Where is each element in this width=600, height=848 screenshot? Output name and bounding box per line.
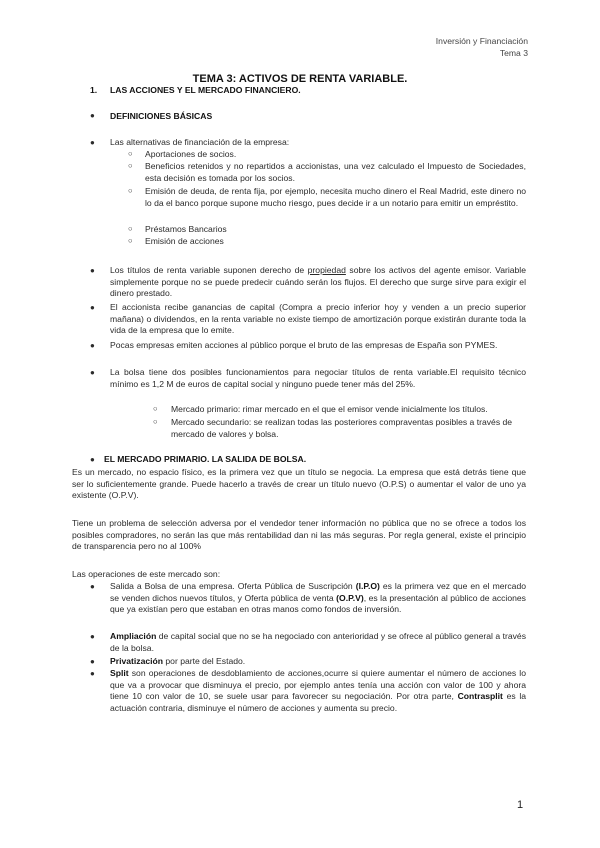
- propiedad-underlined: propiedad: [307, 265, 346, 275]
- salida-text-end: , es la presentación al público de acciones que ya existían pero que estaban en otras manos como fondos de inversión.: [110, 592, 526, 615]
- circle-bullet-icon: ○: [128, 149, 133, 158]
- ampliacion-text: de capital social que no se ha negociado con anterioridad y se ofrece al público general a través de la bolsa.: [110, 631, 526, 653]
- opv-bold: (O.P.V): [336, 592, 364, 603]
- pocas-paragraph: Pocas empresas emiten acciones al público porque el bruto de las empresas de España son PYMES.: [110, 340, 498, 350]
- paragraph-operaciones: Las operaciones de este mercado son:: [72, 569, 221, 579]
- page-number: 1: [517, 799, 524, 811]
- bullet-icon: ●: [90, 341, 95, 350]
- titulos-text-end: sobre los activos del agente emisor. Variable simplemente porque no se puede predecir cuándo serán los flujos. El derecho que surge sirve para exigir el dinero prestado.: [110, 265, 526, 299]
- privatizacion-text: por parte del Estado.: [163, 656, 246, 666]
- paragraph-mercado: Es un mercado, no espacio físico, es la primera vez que un título se negocia. La empresa que está detrás tiene que ser lo suficientemente grande. Puede hacerlo a través de crear un título nuevo (O.P.S) o aumentar el valor de uno ya existente (O.P.V).: [72, 467, 526, 501]
- ipo-bold: (I.P.O): [355, 581, 380, 591]
- alternativa-item: Préstamos Bancarios: [145, 224, 227, 234]
- alternativa-item: Aportaciones de socios.: [145, 149, 237, 159]
- circle-bullet-icon: ○: [153, 404, 158, 413]
- ampliacion-paragraph: [110, 631, 526, 654]
- circle-bullet-icon: ○: [128, 224, 133, 233]
- salida-text: Salida a Bolsa de una empresa. Oferta Pública de Suscripción: [110, 581, 356, 591]
- circle-bullet-icon: ○: [128, 161, 133, 170]
- mercado-primario-item: Mercado primario: rimar mercado en el que el emisor vende inicialmente los títulos.: [171, 404, 488, 414]
- alternativa-item: Beneficios retenidos y no repartidos a accionistas, una vez calculado el Impuesto de Sociedades, esta decisión es tomada por los socios.: [145, 161, 526, 183]
- contrasplit-bold: Contrasplit: [457, 691, 503, 702]
- bullet-icon: ●: [90, 303, 95, 312]
- section-number: 1.: [90, 85, 98, 95]
- section-heading: LAS ACCIONES Y EL MERCADO FINANCIERO.: [110, 85, 301, 95]
- header-topic: Tema 3: [499, 48, 528, 58]
- bullet-icon: ●: [90, 266, 95, 275]
- alternativas-intro: Las alternativas de financiación de la empresa:: [110, 137, 290, 147]
- contrasplit-text: es la actuación contraria, disminuye el número de acciones y aumenta su precio.: [110, 691, 527, 713]
- circle-bullet-icon: ○: [153, 417, 158, 426]
- accionista-paragraph: El accionista recibe ganancias de capital (Compra a precio inferior hoy y venden a un precio superior mañana) o dividendos, en la renta variable no existe tiempo de amortización porque existirán durante toda la vida de la empresa que lo emite.: [110, 302, 526, 336]
- bolsa-paragraph: La bolsa tiene dos posibles funcionamientos para negociar títulos de renta variable.El requisito técnico mínimo es 1,2 M de euros de capital social y ninguno puede tener más del 25%.: [110, 367, 526, 389]
- circle-bullet-icon: ○: [128, 186, 133, 195]
- bullet-icon: ●: [90, 455, 95, 464]
- mercado-secundario-item: Mercado secundario: se realizan todas las posteriores compraventas posibles a través de mercado de valores y bolsa.: [171, 417, 513, 439]
- alternativa-item: Emisión de acciones: [145, 236, 224, 246]
- bullet-icon: ●: [90, 657, 95, 666]
- definiciones-heading: DEFINICIONES BÁSICAS: [110, 111, 213, 121]
- split-paragraph: [110, 668, 526, 714]
- bullet-icon: ●: [90, 632, 95, 641]
- salida-text-mid: es la primera vez que en el mercado se venden dichos nuevos títulos, y Oferta pública de venta: [110, 581, 527, 603]
- split-bold: Split: [110, 668, 129, 678]
- ampliacion-bold: Ampliación: [110, 631, 157, 641]
- titulos-paragraph: [110, 265, 526, 300]
- mercado-primario-heading: EL MERCADO PRIMARIO. LA SALIDA DE BOLSA.: [104, 454, 307, 464]
- header-course: Inversión y Financiación: [435, 36, 528, 46]
- split-text: son operaciones de desdoblamiento de acciones,ocurre si quiere aumentar el número de acciones lo que va a provocar que disminuya el precio, por ejemplo antes tenía una acción con valor de 100 y ahora tiene 10 con valor de 10, se suele usar para favorecer su negociación. Por otra parte,: [110, 668, 526, 702]
- privatizacion-paragraph: [110, 656, 245, 668]
- salida-bolsa-paragraph: [110, 581, 526, 616]
- bullet-icon: ●: [90, 138, 95, 147]
- bullet-icon: ●: [90, 111, 95, 120]
- alternativa-item: Emisión de deuda, de renta fija, por ejemplo, necesita mucho dinero el Real Madrid, este dinero no lo da el banco porque supone mucho riesgo, pues decide ir a un notario para emitir un empréstito.: [145, 186, 526, 208]
- paragraph-seleccion: Tiene un problema de selección adversa por el vendedor tener información no pública que no se ofrece a todos los posibles compradores, no serán las que más rentabilidad dan ni las más seguras. Por regla general, existe el principio de transparencia pero no al 100%: [72, 518, 526, 552]
- privatizacion-bold: Privatización: [110, 656, 164, 666]
- circle-bullet-icon: ○: [128, 236, 133, 245]
- page-header: [436, 35, 528, 59]
- bullet-icon: ●: [90, 368, 95, 377]
- titulos-text: Los títulos de renta variable suponen derecho de: [110, 265, 308, 275]
- bullet-icon: ●: [90, 669, 95, 678]
- bullet-icon: ●: [90, 582, 95, 591]
- document-title: TEMA 3: ACTIVOS DE RENTA VARIABLE.: [192, 73, 408, 85]
